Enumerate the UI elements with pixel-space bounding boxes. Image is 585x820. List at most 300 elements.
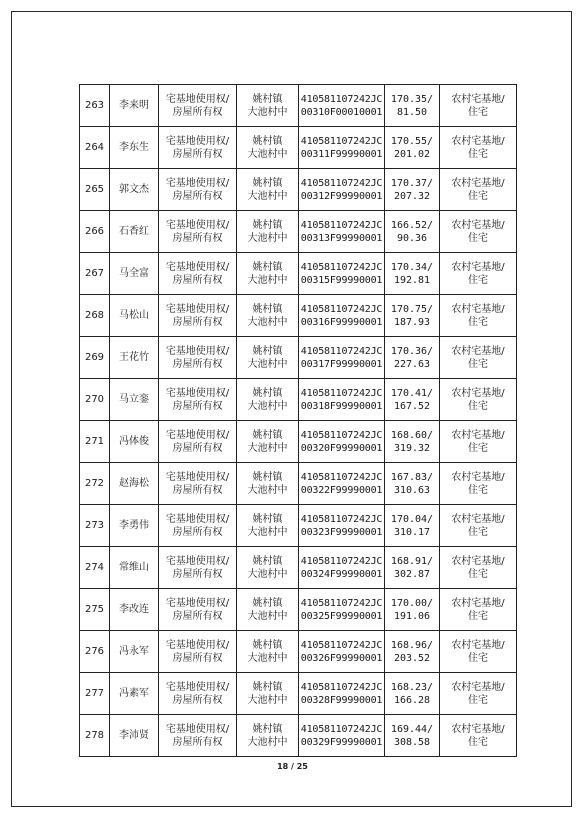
cell-usage-text: 住宅 xyxy=(468,484,488,496)
cell-right-type-text: 房屋所有权 xyxy=(172,610,223,622)
cell-area-text: 166.52/ xyxy=(390,219,434,231)
cell-area xyxy=(385,463,440,505)
table-row xyxy=(80,547,517,589)
cell-owner-name-text: 马立銮 xyxy=(119,394,149,405)
cell-location-text: 姚村镇 xyxy=(252,429,283,441)
cell-unit-code xyxy=(299,127,385,169)
cell-location xyxy=(237,85,299,127)
cell-area xyxy=(385,421,440,463)
cell-right-type-text: 房屋所有权 xyxy=(172,526,223,538)
cell-right-type-text: 宅基地使用权/ xyxy=(165,303,230,315)
cell-number xyxy=(80,715,110,757)
cell-unit-code-text: 410581107242JC xyxy=(300,471,383,483)
cell-location-text: 姚村镇 xyxy=(252,219,283,231)
cell-unit-code xyxy=(299,631,385,673)
cell-owner-name xyxy=(110,295,159,337)
cell-owner-name xyxy=(110,337,159,379)
cell-location-text: 姚村镇 xyxy=(252,681,283,693)
table-row xyxy=(80,169,517,211)
cell-unit-code xyxy=(299,505,385,547)
cell-owner-name-text: 李沛贤 xyxy=(119,730,149,741)
cell-usage xyxy=(440,547,517,589)
cell-number-text: 263 xyxy=(84,100,105,111)
cell-unit-code-text: 410581107242JC xyxy=(300,93,383,105)
cell-right-type-text: 宅基地使用权/ xyxy=(165,93,230,105)
cell-area xyxy=(385,253,440,295)
cell-right-type-text: 房屋所有权 xyxy=(172,148,223,160)
cell-location xyxy=(237,463,299,505)
cell-location xyxy=(237,211,299,253)
cell-owner-name xyxy=(110,253,159,295)
cell-right-type-text: 宅基地使用权/ xyxy=(165,471,230,483)
cell-usage-text: 住宅 xyxy=(468,232,488,244)
cell-location xyxy=(237,673,299,715)
cell-right-type xyxy=(159,673,237,715)
cell-right-type xyxy=(159,631,237,673)
cell-area xyxy=(385,127,440,169)
cell-location xyxy=(237,379,299,421)
cell-right-type xyxy=(159,211,237,253)
cell-right-type-text: 宅基地使用权/ xyxy=(165,639,230,651)
cell-area xyxy=(385,505,440,547)
cell-right-type xyxy=(159,127,237,169)
cell-usage-text: 住宅 xyxy=(468,610,488,622)
cell-location-text: 大池村中 xyxy=(247,232,288,244)
cell-number-text: 276 xyxy=(84,646,105,657)
cell-area-text: 81.50 xyxy=(396,106,428,118)
table-row xyxy=(80,505,517,547)
cell-unit-code-text: 00324F99990001 xyxy=(300,568,383,580)
cell-area-text: 187.93 xyxy=(393,316,431,328)
table-row xyxy=(80,253,517,295)
cell-unit-code-text: 410581107242JC xyxy=(300,303,383,315)
cell-right-type xyxy=(159,85,237,127)
cell-right-type-text: 房屋所有权 xyxy=(172,736,223,748)
cell-usage-text: 住宅 xyxy=(468,526,488,538)
cell-location xyxy=(237,295,299,337)
cell-owner-name-text: 王花竹 xyxy=(119,352,149,363)
cell-right-type-text: 宅基地使用权/ xyxy=(165,261,230,273)
cell-number-text: 271 xyxy=(84,436,105,447)
cell-unit-code-text: 410581107242JC xyxy=(300,513,383,525)
cell-usage xyxy=(440,631,517,673)
cell-unit-code-text: 00320F99990001 xyxy=(300,442,383,454)
cell-owner-name xyxy=(110,631,159,673)
cell-unit-code-text: 410581107242JC xyxy=(300,177,383,189)
cell-unit-code xyxy=(299,673,385,715)
cell-usage-text: 农村宅基地/ xyxy=(451,303,505,315)
cell-number-text: 265 xyxy=(84,184,105,195)
cell-area-text: 191.06 xyxy=(393,610,431,622)
cell-usage xyxy=(440,337,517,379)
cell-area-text: 201.02 xyxy=(393,148,431,160)
cell-area-text: 166.28 xyxy=(393,694,431,706)
table-row xyxy=(80,295,517,337)
cell-usage xyxy=(440,379,517,421)
cell-area-text: 170.04/ xyxy=(390,513,434,525)
cell-number xyxy=(80,463,110,505)
cell-usage-text: 农村宅基地/ xyxy=(451,555,505,567)
cell-location-text: 姚村镇 xyxy=(252,345,283,357)
cell-area xyxy=(385,715,440,757)
cell-location-text: 姚村镇 xyxy=(252,471,283,483)
table-row xyxy=(80,673,517,715)
cell-usage-text: 农村宅基地/ xyxy=(451,429,505,441)
cell-right-type-text: 房屋所有权 xyxy=(172,232,223,244)
cell-unit-code xyxy=(299,421,385,463)
cell-location-text: 姚村镇 xyxy=(252,387,283,399)
cell-owner-name xyxy=(110,127,159,169)
cell-usage-text: 住宅 xyxy=(468,736,488,748)
cell-area-text: 207.32 xyxy=(393,190,431,202)
table-row xyxy=(80,463,517,505)
cell-location xyxy=(237,169,299,211)
cell-usage-text: 农村宅基地/ xyxy=(451,723,505,735)
cell-right-type-text: 宅基地使用权/ xyxy=(165,177,230,189)
cell-owner-name xyxy=(110,421,159,463)
cell-owner-name-text: 李来明 xyxy=(119,100,149,111)
cell-right-type xyxy=(159,589,237,631)
cell-usage xyxy=(440,589,517,631)
cell-area-text: 170.35/ xyxy=(390,93,434,105)
cell-number xyxy=(80,379,110,421)
cell-area-text: 310.63 xyxy=(393,484,431,496)
cell-location-text: 姚村镇 xyxy=(252,723,283,735)
cell-location-text: 大池村中 xyxy=(247,694,288,706)
cell-number xyxy=(80,169,110,211)
cell-number xyxy=(80,505,110,547)
cell-unit-code-text: 410581107242JC xyxy=(300,597,383,609)
cell-location xyxy=(237,547,299,589)
cell-number xyxy=(80,421,110,463)
cell-right-type xyxy=(159,421,237,463)
cell-usage xyxy=(440,169,517,211)
cell-unit-code-text: 410581107242JC xyxy=(300,219,383,231)
cell-number xyxy=(80,673,110,715)
cell-number-text: 270 xyxy=(84,394,105,405)
cell-area-text: 167.83/ xyxy=(390,471,434,483)
cell-usage-text: 农村宅基地/ xyxy=(451,681,505,693)
cell-number-text: 274 xyxy=(84,562,105,573)
cell-area xyxy=(385,631,440,673)
cell-unit-code-text: 00312F99990001 xyxy=(300,190,383,202)
cell-number xyxy=(80,127,110,169)
cell-owner-name-text: 冯体俊 xyxy=(119,436,149,447)
cell-area xyxy=(385,673,440,715)
cell-owner-name-text: 马松山 xyxy=(119,310,149,321)
cell-owner-name-text: 冯永军 xyxy=(119,646,149,657)
cell-number xyxy=(80,589,110,631)
cell-number xyxy=(80,253,110,295)
cell-number-text: 264 xyxy=(84,142,105,153)
cell-number-text: 266 xyxy=(84,226,105,237)
cell-unit-code-text: 410581107242JC xyxy=(300,639,383,651)
table-row xyxy=(80,211,517,253)
cell-owner-name xyxy=(110,505,159,547)
table-row xyxy=(80,589,517,631)
cell-location-text: 姚村镇 xyxy=(252,639,283,651)
cell-unit-code-text: 00311F99990001 xyxy=(300,148,383,160)
cell-owner-name xyxy=(110,673,159,715)
cell-unit-code xyxy=(299,337,385,379)
cell-location xyxy=(237,127,299,169)
cell-right-type xyxy=(159,547,237,589)
cell-area-text: 170.41/ xyxy=(390,387,434,399)
cell-area-text: 170.75/ xyxy=(390,303,434,315)
cell-unit-code xyxy=(299,463,385,505)
cell-location-text: 大池村中 xyxy=(247,274,288,286)
cell-area xyxy=(385,295,440,337)
cell-right-type-text: 房屋所有权 xyxy=(172,316,223,328)
cell-unit-code-text: 00313F99990001 xyxy=(300,232,383,244)
cell-area-text: 168.96/ xyxy=(390,639,434,651)
cell-number-text: 275 xyxy=(84,604,105,615)
cell-right-type-text: 宅基地使用权/ xyxy=(165,681,230,693)
cell-location-text: 大池村中 xyxy=(247,358,288,370)
cell-location xyxy=(237,421,299,463)
cell-location xyxy=(237,589,299,631)
cell-location-text: 姚村镇 xyxy=(252,597,283,609)
cell-area-text: 170.34/ xyxy=(390,261,434,273)
cell-right-type-text: 宅基地使用权/ xyxy=(165,387,230,399)
cell-right-type-text: 宅基地使用权/ xyxy=(165,555,230,567)
cell-owner-name xyxy=(110,211,159,253)
cell-unit-code-text: 00318F99990001 xyxy=(300,400,383,412)
cell-usage-text: 农村宅基地/ xyxy=(451,135,505,147)
cell-area xyxy=(385,547,440,589)
cell-unit-code-text: 00323F99990001 xyxy=(300,526,383,538)
cell-usage-text: 农村宅基地/ xyxy=(451,219,505,231)
cell-right-type xyxy=(159,463,237,505)
cell-owner-name xyxy=(110,379,159,421)
cell-location-text: 大池村中 xyxy=(247,316,288,328)
cell-usage-text: 住宅 xyxy=(468,148,488,160)
cell-usage-text: 住宅 xyxy=(468,274,488,286)
cell-usage-text: 农村宅基地/ xyxy=(451,387,505,399)
cell-location-text: 姚村镇 xyxy=(252,135,283,147)
cell-usage-text: 农村宅基地/ xyxy=(451,261,505,273)
cell-number-text: 269 xyxy=(84,352,105,363)
cell-number-text: 277 xyxy=(84,688,105,699)
cell-right-type-text: 宅基地使用权/ xyxy=(165,345,230,357)
table-row xyxy=(80,421,517,463)
cell-usage-text: 住宅 xyxy=(468,694,488,706)
cell-area xyxy=(385,337,440,379)
table-row xyxy=(80,631,517,673)
cell-unit-code-text: 410581107242JC xyxy=(300,135,383,147)
cell-usage-text: 农村宅基地/ xyxy=(451,177,505,189)
cell-right-type-text: 房屋所有权 xyxy=(172,442,223,454)
cell-unit-code-text: 00326F99990001 xyxy=(300,652,383,664)
cell-unit-code xyxy=(299,379,385,421)
cell-usage xyxy=(440,85,517,127)
cell-unit-code-text: 00325F99990001 xyxy=(300,610,383,622)
cell-location-text: 大池村中 xyxy=(247,442,288,454)
cell-owner-name-text: 李勇伟 xyxy=(119,520,149,531)
cell-unit-code xyxy=(299,295,385,337)
cell-usage-text: 住宅 xyxy=(468,400,488,412)
cell-unit-code-text: 00328F99990001 xyxy=(300,694,383,706)
cell-number-text: 272 xyxy=(84,478,105,489)
cell-number xyxy=(80,631,110,673)
cell-right-type-text: 房屋所有权 xyxy=(172,568,223,580)
cell-location xyxy=(237,337,299,379)
cell-number-text: 267 xyxy=(84,268,105,279)
cell-unit-code-text: 410581107242JC xyxy=(300,429,383,441)
cell-usage-text: 农村宅基地/ xyxy=(451,345,505,357)
cell-unit-code-text: 00329F99990001 xyxy=(300,736,383,748)
cell-owner-name xyxy=(110,169,159,211)
cell-unit-code-text: 410581107242JC xyxy=(300,387,383,399)
cell-right-type-text: 宅基地使用权/ xyxy=(165,429,230,441)
cell-area-text: 170.00/ xyxy=(390,597,434,609)
cell-owner-name-text: 常维山 xyxy=(119,562,149,573)
cell-owner-name xyxy=(110,715,159,757)
cell-number-text: 268 xyxy=(84,310,105,321)
cell-location-text: 大池村中 xyxy=(247,148,288,160)
cell-area-text: 192.81 xyxy=(393,274,431,286)
cell-unit-code xyxy=(299,547,385,589)
cell-owner-name xyxy=(110,589,159,631)
cell-usage xyxy=(440,505,517,547)
cell-location-text: 大池村中 xyxy=(247,484,288,496)
cell-number xyxy=(80,337,110,379)
cell-right-type xyxy=(159,253,237,295)
cell-right-type-text: 宅基地使用权/ xyxy=(165,513,230,525)
cell-usage xyxy=(440,463,517,505)
cell-owner-name-text: 石香红 xyxy=(119,226,149,237)
cell-area-text: 308.58 xyxy=(393,736,431,748)
cell-area-text: 169.44/ xyxy=(390,723,434,735)
cell-right-type xyxy=(159,379,237,421)
cell-location-text: 姚村镇 xyxy=(252,93,283,105)
cell-location-text: 姚村镇 xyxy=(252,177,283,189)
cell-owner-name-text: 冯素军 xyxy=(119,688,149,699)
cell-area-text: 170.55/ xyxy=(390,135,434,147)
cell-owner-name-text: 赵海松 xyxy=(119,478,149,489)
cell-area-text: 168.91/ xyxy=(390,555,434,567)
table-body xyxy=(80,85,517,757)
cell-usage-text: 农村宅基地/ xyxy=(451,513,505,525)
cell-unit-code-text: 00316F99990001 xyxy=(300,316,383,328)
cell-right-type-text: 宅基地使用权/ xyxy=(165,723,230,735)
cell-usage xyxy=(440,127,517,169)
cell-number xyxy=(80,85,110,127)
cell-unit-code-text: 00322F99990001 xyxy=(300,484,383,496)
cell-location xyxy=(237,631,299,673)
cell-owner-name xyxy=(110,463,159,505)
cell-right-type-text: 房屋所有权 xyxy=(172,484,223,496)
table-row xyxy=(80,715,517,757)
cell-right-type-text: 宅基地使用权/ xyxy=(165,135,230,147)
cell-owner-name-text: 李改连 xyxy=(119,604,149,615)
cell-location-text: 姚村镇 xyxy=(252,261,283,273)
cell-unit-code-text: 410581107242JC xyxy=(300,345,383,357)
cell-owner-name xyxy=(110,85,159,127)
cell-area-text: 310.17 xyxy=(393,526,431,538)
cell-usage xyxy=(440,211,517,253)
cell-area-text: 302.87 xyxy=(393,568,431,580)
cell-location-text: 大池村中 xyxy=(247,400,288,412)
cell-unit-code xyxy=(299,589,385,631)
property-records-table xyxy=(79,84,517,757)
cell-usage-text: 农村宅基地/ xyxy=(451,597,505,609)
table-row xyxy=(80,85,517,127)
cell-usage-text: 住宅 xyxy=(468,568,488,580)
cell-area-text: 168.23/ xyxy=(390,681,434,693)
table-row xyxy=(80,379,517,421)
cell-area-text: 319.32 xyxy=(393,442,431,454)
cell-usage xyxy=(440,673,517,715)
table-row xyxy=(80,337,517,379)
cell-location-text: 姚村镇 xyxy=(252,555,283,567)
cell-usage xyxy=(440,715,517,757)
cell-location-text: 大池村中 xyxy=(247,190,288,202)
cell-right-type xyxy=(159,505,237,547)
cell-right-type-text: 房屋所有权 xyxy=(172,190,223,202)
cell-owner-name-text: 马全富 xyxy=(119,268,149,279)
cell-usage-text: 农村宅基地/ xyxy=(451,93,505,105)
cell-usage-text: 住宅 xyxy=(468,358,488,370)
cell-number xyxy=(80,295,110,337)
cell-unit-code xyxy=(299,715,385,757)
cell-location-text: 大池村中 xyxy=(247,568,288,580)
cell-usage-text: 住宅 xyxy=(468,316,488,328)
cell-location-text: 姚村镇 xyxy=(252,303,283,315)
cell-right-type xyxy=(159,295,237,337)
cell-number-text: 278 xyxy=(84,730,105,741)
cell-location xyxy=(237,505,299,547)
cell-location-text: 大池村中 xyxy=(247,652,288,664)
cell-unit-code-text: 410581107242JC xyxy=(300,261,383,273)
page-number: 18 / 25 xyxy=(277,762,308,771)
cell-right-type-text: 宅基地使用权/ xyxy=(165,219,230,231)
cell-location-text: 大池村中 xyxy=(247,736,288,748)
cell-area xyxy=(385,85,440,127)
cell-area xyxy=(385,211,440,253)
cell-owner-name xyxy=(110,547,159,589)
cell-unit-code-text: 410581107242JC xyxy=(300,555,383,567)
cell-location xyxy=(237,715,299,757)
cell-usage xyxy=(440,253,517,295)
cell-area-text: 90.36 xyxy=(396,232,428,244)
cell-owner-name-text: 李东生 xyxy=(119,142,149,153)
cell-area xyxy=(385,379,440,421)
cell-location-text: 大池村中 xyxy=(247,106,288,118)
cell-unit-code-text: 00310F00010001 xyxy=(300,106,383,118)
cell-unit-code xyxy=(299,85,385,127)
cell-number xyxy=(80,211,110,253)
cell-location-text: 大池村中 xyxy=(247,610,288,622)
cell-unit-code xyxy=(299,169,385,211)
table-row xyxy=(80,127,517,169)
cell-right-type xyxy=(159,169,237,211)
cell-usage-text: 住宅 xyxy=(468,442,488,454)
cell-unit-code-text: 00315F99990001 xyxy=(300,274,383,286)
cell-unit-code-text: 410581107242JC xyxy=(300,723,383,735)
cell-location-text: 姚村镇 xyxy=(252,513,283,525)
cell-right-type-text: 房屋所有权 xyxy=(172,694,223,706)
cell-area-text: 168.60/ xyxy=(390,429,434,441)
cell-number-text: 273 xyxy=(84,520,105,531)
cell-usage-text: 住宅 xyxy=(468,652,488,664)
cell-area-text: 227.63 xyxy=(393,358,431,370)
cell-usage xyxy=(440,421,517,463)
cell-right-type-text: 房屋所有权 xyxy=(172,358,223,370)
cell-usage-text: 住宅 xyxy=(468,106,488,118)
cell-right-type-text: 房屋所有权 xyxy=(172,274,223,286)
cell-owner-name-text: 郭文杰 xyxy=(119,184,149,195)
